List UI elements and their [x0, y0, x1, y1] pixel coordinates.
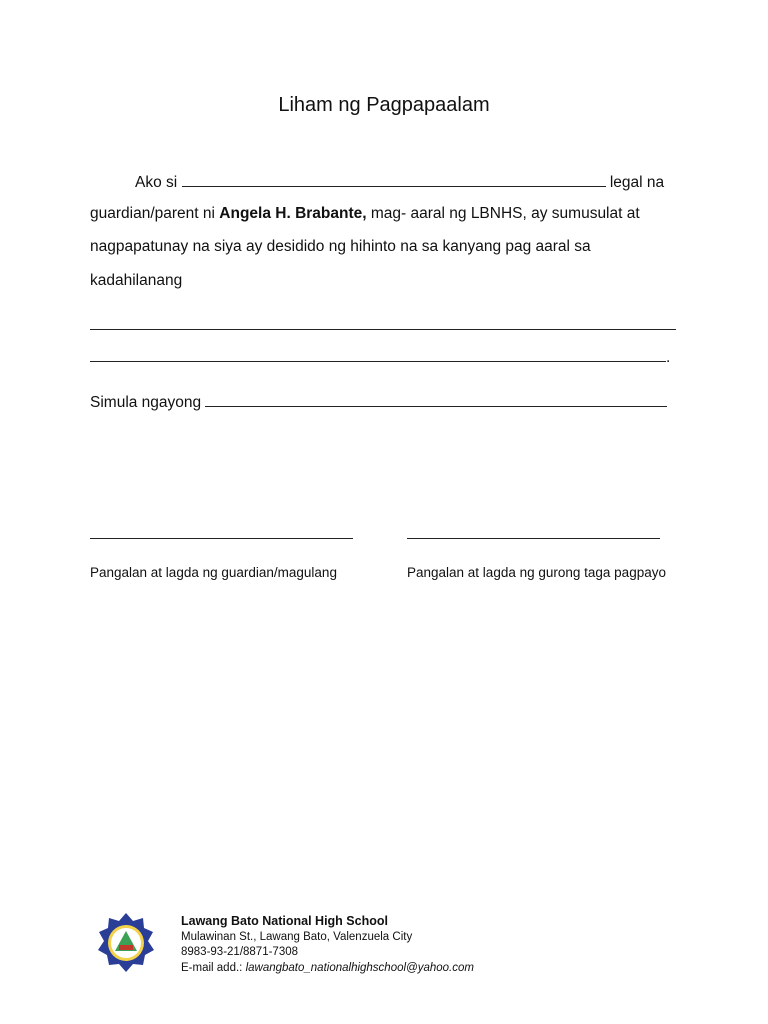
simula-line: [90, 391, 667, 413]
letter-title: Liham ng Pagpapaalam: [278, 94, 490, 116]
school-name: Lawang Bato National High School: [181, 914, 388, 928]
guardian-text: guardian/parent ni: [90, 205, 215, 222]
school-address: Mulawinan St., Lawang Bato, Valenzuela City: [181, 930, 413, 943]
parent-name-blank: [182, 171, 606, 187]
intro-prefix: Ako si: [135, 174, 178, 191]
reason-blank-row-2: [90, 346, 670, 368]
student-line: [90, 204, 640, 224]
intro-line: [135, 171, 664, 193]
student-line-rest: mag- aaral ng LBNHS, ay sumusulat at: [370, 205, 640, 222]
reason-label: kadahilanang: [90, 272, 183, 289]
school-email[interactable]: lawangbato_nationalhighschool@yahoo.com: [245, 961, 474, 974]
email-label: E-mail add.:: [181, 961, 243, 974]
reason-blank-row-1: [90, 314, 676, 336]
reason-blank-1: [90, 314, 676, 330]
school-seal-logo: [95, 912, 157, 974]
simula-label: Simula ngayong: [90, 394, 202, 411]
date-blank: [205, 391, 667, 407]
student-name: Angela H. Brabante,: [219, 205, 367, 222]
footer-contact: [181, 914, 474, 976]
guardian-signature-line: [90, 537, 353, 539]
email-row: [181, 961, 474, 977]
statement-line: nagpapatunay na siya ay desidido ng hihinto na sa kanyang pag aaral sa: [90, 238, 591, 255]
intro-suffix: legal na: [609, 174, 665, 191]
reason-blank-2: [90, 346, 666, 362]
school-phone: 8983-93-21/8871-7308: [181, 946, 299, 958]
adviser-signature-line: [407, 537, 660, 539]
adviser-signature-label: Pangalan at lagda ng gurong taga pagpayo: [407, 565, 666, 580]
guardian-signature-label: Pangalan at lagda ng guardian/magulang: [90, 565, 337, 580]
reason-period: .: [666, 349, 671, 366]
